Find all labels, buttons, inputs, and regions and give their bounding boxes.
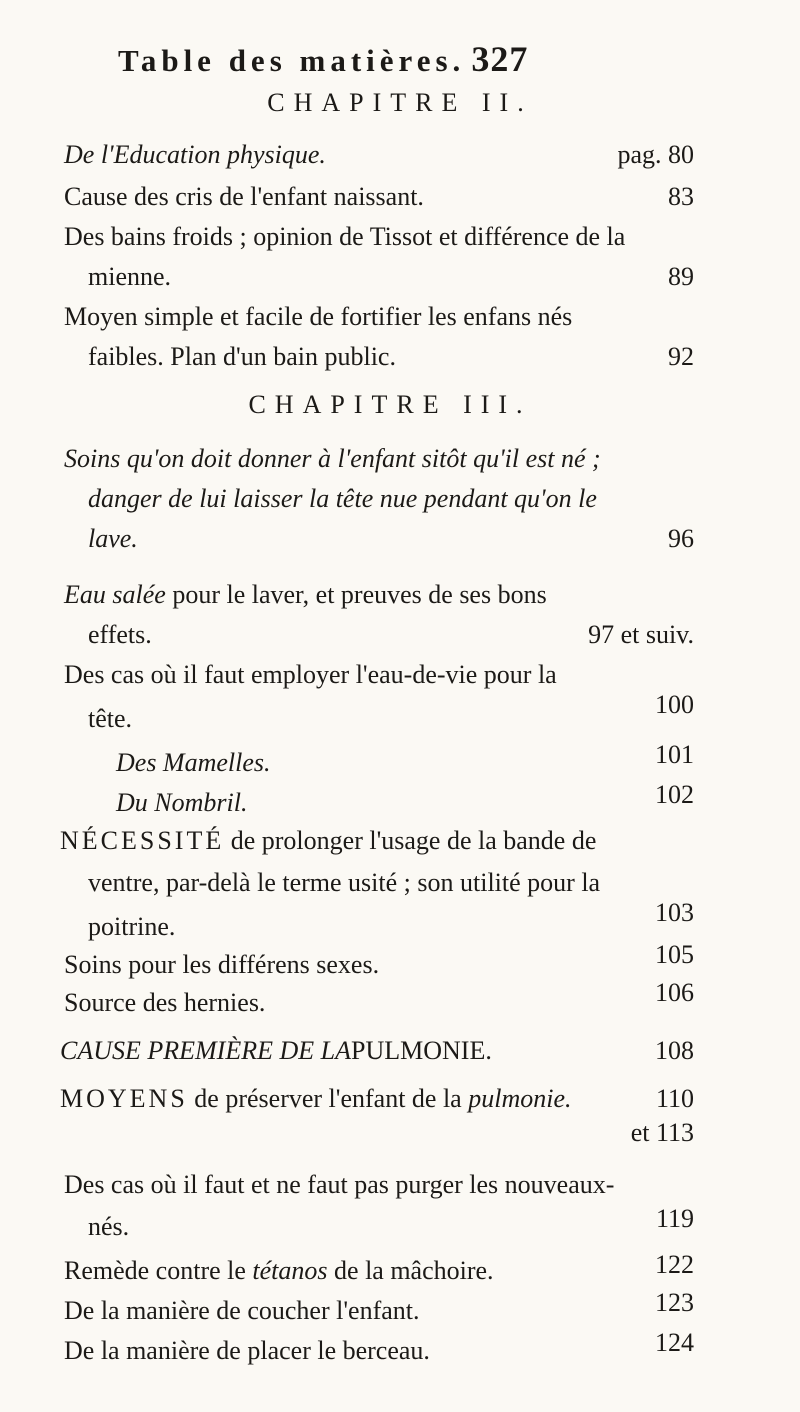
toc-page: 122 xyxy=(655,1250,694,1279)
toc-entry-caps: MOYENS xyxy=(60,1084,188,1113)
chapter-3-heading: CHAPITRE III. xyxy=(248,390,532,419)
toc-entry-text: pour le laver, et preuves de ses bons xyxy=(165,580,547,609)
toc-entry xyxy=(64,580,547,610)
toc-page: 89 xyxy=(668,262,694,291)
toc-entry-cont: poitrine. xyxy=(88,912,176,941)
toc-page: 92 xyxy=(668,342,694,371)
toc-page: 97 et suiv. xyxy=(588,620,694,649)
toc-entry: Des cas où il faut employer l'eau-de-vie pour la xyxy=(64,660,557,689)
toc-entry: Des cas où il faut et ne faut pas purger les nouveaux- xyxy=(64,1170,615,1199)
toc-entry xyxy=(64,1256,494,1286)
toc-entry-cont: lave. xyxy=(88,524,138,553)
chapter-2-title-page: pag. 80 xyxy=(617,140,694,169)
chapter-2-heading: CHAPITRE II. xyxy=(267,88,533,117)
toc-page: 119 xyxy=(655,1204,694,1233)
toc-entry-italic: CAUSE PREMIÈRE DE LA xyxy=(60,1036,351,1065)
toc-entry-italic: Eau salée xyxy=(64,580,166,609)
toc-entry: Des bains froids ; opinion de Tissot et différence de la xyxy=(64,222,626,251)
toc-entry: Moyen simple et facile de fortifier les enfans nés xyxy=(64,302,573,331)
toc-entry-cont: ventre, par-delà le terme usité ; son utilité pour la xyxy=(88,868,601,897)
toc-entry-text: de préserver l'enfant de la xyxy=(187,1084,469,1113)
toc-entry-text: Remède contre le xyxy=(64,1256,253,1285)
running-head xyxy=(118,38,708,80)
page-number: 327 xyxy=(471,39,529,79)
toc-entry: Cause des cris de l'enfant naissant. xyxy=(64,182,424,211)
toc-entry xyxy=(60,1084,572,1114)
toc-entry-cont: tête. xyxy=(88,704,133,733)
toc-entry: Du Nombril. xyxy=(116,788,248,817)
toc-entry-italic: pulmonie. xyxy=(468,1084,572,1113)
toc-entry-cont: mienne. xyxy=(88,262,172,291)
toc-page: 110 xyxy=(655,1084,694,1113)
toc-page: 101 xyxy=(655,740,694,769)
toc-entry-cont: effets. xyxy=(88,620,152,649)
toc-entry-text: de la mâchoire. xyxy=(327,1256,494,1285)
toc-entry-cont: danger de lui laisser la tête nue pendant qu'on le xyxy=(88,484,597,513)
toc-entry-caps: NÉCESSITÉ xyxy=(60,826,225,855)
toc-entry: Soins pour les différens sexes. xyxy=(64,950,380,979)
chapter-2-title: De l'Education physique. xyxy=(64,140,326,169)
toc-page: 123 xyxy=(655,1288,694,1317)
toc-entry: De la manière de placer le berceau. xyxy=(64,1336,430,1365)
toc-entry-text: de prolonger l'usage de la bande de xyxy=(224,826,597,855)
toc-entry: Soins qu'on doit donner à l'enfant sitôt qu'il est né ; xyxy=(64,444,601,473)
toc-page: 106 xyxy=(655,978,694,1007)
toc-entry xyxy=(60,826,596,856)
toc-entry: De la manière de coucher l'enfant. xyxy=(64,1296,420,1325)
toc-entry-cont: faibles. Plan d'un bain public. xyxy=(88,342,396,371)
toc-page: 108 xyxy=(655,1036,694,1065)
toc-entry: Source des hernies. xyxy=(64,988,266,1017)
toc-page: 124 xyxy=(655,1328,694,1357)
toc-page: 105 xyxy=(655,940,694,969)
toc-entry xyxy=(60,1036,492,1066)
toc-page: 100 xyxy=(655,690,694,719)
toc-entry-italic: tétanos xyxy=(252,1256,328,1285)
toc-entry-cont: nés. xyxy=(88,1212,130,1241)
running-head-title: Table des matières. xyxy=(118,43,466,78)
toc-page: 103 xyxy=(655,898,694,927)
toc-page: 96 xyxy=(668,524,694,553)
toc-page: et 113 xyxy=(630,1118,694,1147)
toc-entry: Des Mamelles. xyxy=(116,748,271,777)
toc-entry-text: PULMONIE. xyxy=(351,1036,492,1065)
toc-page: 102 xyxy=(655,780,694,809)
toc-page: 83 xyxy=(668,182,694,211)
